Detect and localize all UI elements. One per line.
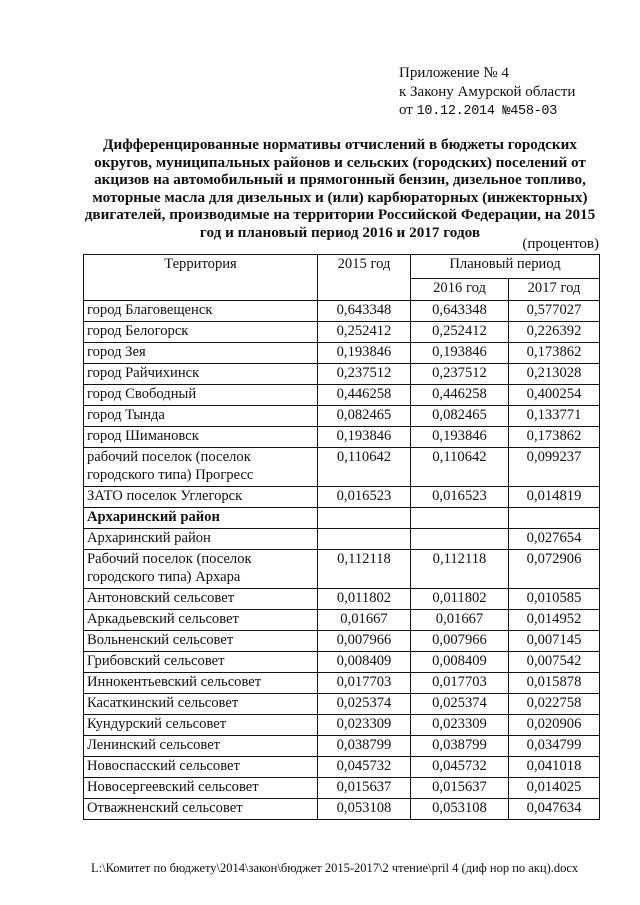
value-2016-cell: 0,110642: [411, 448, 509, 487]
value-2017-cell: 0,400254: [509, 385, 600, 406]
value-2015-cell: 0,015637: [318, 778, 411, 799]
value-2017-cell: 0,072906: [509, 550, 600, 589]
territory-cell: Кундурский сельсовет: [84, 715, 318, 736]
territory-cell: город Белогорск: [84, 322, 318, 343]
territory-cell: город Зея: [84, 343, 318, 364]
appendix-header: [399, 64, 575, 122]
value-2016-cell: 0,015637: [411, 778, 509, 799]
territory-cell: Вольненский сельсовет: [84, 631, 318, 652]
value-2016-cell: 0,082465: [411, 406, 509, 427]
territory-cell: Рабочий поселок (поселок городского типа) Архара: [84, 550, 318, 589]
value-2015-cell: [318, 508, 411, 529]
territory-cell: Новосергеевский сельсовет: [84, 778, 318, 799]
value-2017-cell: 0,173862: [509, 343, 600, 364]
table-row: [84, 673, 600, 694]
value-2017-cell: 0,577027: [509, 301, 600, 322]
value-2017-cell: 0,015878: [509, 673, 600, 694]
appendix-date-line: [399, 101, 575, 122]
value-2015-cell: 0,01667: [318, 610, 411, 631]
value-2016-cell: 0,007966: [411, 631, 509, 652]
header-2015: 2015 год: [318, 255, 411, 301]
table-body: [84, 301, 600, 820]
value-2017-cell: 0,007145: [509, 631, 600, 652]
value-2015-cell: 0,025374: [318, 694, 411, 715]
value-2015-cell: 0,643348: [318, 301, 411, 322]
table-row: [84, 757, 600, 778]
value-2017-cell: 0,014025: [509, 778, 600, 799]
appendix-law-reference: к Закону Амурской области: [399, 83, 576, 100]
value-2015-cell: 0,252412: [318, 322, 411, 343]
territory-cell: Отважненский сельсовет: [84, 799, 318, 820]
value-2016-cell: 0,193846: [411, 343, 509, 364]
value-2017-cell: 0,010585: [509, 589, 600, 610]
value-2015-cell: 0,038799: [318, 736, 411, 757]
value-2016-cell: 0,045732: [411, 757, 509, 778]
value-2015-cell: 0,053108: [318, 799, 411, 820]
value-2016-cell: 0,016523: [411, 487, 509, 508]
value-2017-cell: 0,014819: [509, 487, 600, 508]
units-label: (процентов): [522, 236, 599, 252]
value-2016-cell: 0,112118: [411, 550, 509, 589]
territory-cell: Новоспасский сельсовет: [84, 757, 318, 778]
table-row: [84, 301, 600, 322]
value-2015-cell: 0,016523: [318, 487, 411, 508]
value-2015-cell: 0,110642: [318, 448, 411, 487]
value-2016-cell: 0,446258: [411, 385, 509, 406]
table-row: [84, 799, 600, 820]
territory-cell: город Райчихинск: [84, 364, 318, 385]
table-row: [84, 715, 600, 736]
value-2016-cell: 0,023309: [411, 715, 509, 736]
value-2016-cell: 0,053108: [411, 799, 509, 820]
value-2016-cell: 0,025374: [411, 694, 509, 715]
value-2017-cell: [509, 508, 600, 529]
table-row: [84, 631, 600, 652]
value-2017-cell: 0,213028: [509, 364, 600, 385]
territory-cell: Грибовский сельсовет: [84, 652, 318, 673]
value-2017-cell: 0,173862: [509, 427, 600, 448]
value-2017-cell: 0,007542: [509, 652, 600, 673]
territory-cell: Иннокентьевский сельсовет: [84, 673, 318, 694]
value-2016-cell: 0,643348: [411, 301, 509, 322]
value-2016-cell: 0,017703: [411, 673, 509, 694]
value-2017-cell: 0,020906: [509, 715, 600, 736]
territory-cell: Архаринский район: [84, 529, 318, 550]
value-2016-cell: [411, 529, 509, 550]
territory-cell: рабочий поселок (поселок городского типа) Прогресс: [84, 448, 318, 487]
value-2017-cell: 0,014952: [509, 610, 600, 631]
header-planned-period: Плановый период: [411, 255, 600, 279]
territory-cell: Ленинский сельсовет: [84, 736, 318, 757]
value-2016-cell: 0,011802: [411, 589, 509, 610]
table-row: [84, 610, 600, 631]
table-row: [84, 427, 600, 448]
table-row: [84, 448, 600, 487]
table-row: [84, 322, 600, 343]
value-2017-cell: 0,133771: [509, 406, 600, 427]
header-territory: Территория: [84, 255, 318, 301]
table-row: [84, 364, 600, 385]
table-row: [84, 589, 600, 610]
table-row: [84, 550, 600, 589]
territory-cell: город Шимановск: [84, 427, 318, 448]
appendix-number: Приложение № 4: [399, 65, 509, 81]
territory-cell: Архаринский район: [84, 508, 318, 529]
table-row: [84, 694, 600, 715]
value-2015-cell: 0,017703: [318, 673, 411, 694]
table-row: [84, 487, 600, 508]
value-2016-cell: 0,038799: [411, 736, 509, 757]
value-2017-cell: 0,022758: [509, 694, 600, 715]
value-2015-cell: 0,011802: [318, 589, 411, 610]
table-row: [84, 529, 600, 550]
value-2017-cell: 0,034799: [509, 736, 600, 757]
table-row: [84, 652, 600, 673]
territory-cell: Касаткинский сельсовет: [84, 694, 318, 715]
table-row: [84, 406, 600, 427]
value-2016-cell: [411, 508, 509, 529]
appendix-date-prefix: от: [399, 102, 413, 118]
value-2017-cell: 0,047634: [509, 799, 600, 820]
value-2015-cell: 0,237512: [318, 364, 411, 385]
value-2017-cell: 0,099237: [509, 448, 600, 487]
table-row: [84, 736, 600, 757]
value-2016-cell: 0,193846: [411, 427, 509, 448]
territory-cell: город Свободный: [84, 385, 318, 406]
value-2015-cell: 0,007966: [318, 631, 411, 652]
normatives-table: [83, 254, 600, 820]
header-2016: 2016 год: [411, 279, 509, 301]
table-row: [84, 343, 600, 364]
value-2015-cell: 0,446258: [318, 385, 411, 406]
value-2017-cell: 0,041018: [509, 757, 600, 778]
value-2015-cell: 0,193846: [318, 343, 411, 364]
value-2015-cell: 0,112118: [318, 550, 411, 589]
table-row: [84, 778, 600, 799]
value-2016-cell: 0,237512: [411, 364, 509, 385]
file-path-footer: L:\Комитет по бюджету\2014\закон\бюджет 2015-2017\2 чтение\pril 4 (диф нор по акц).docx: [91, 861, 579, 875]
value-2015-cell: 0,045732: [318, 757, 411, 778]
territory-cell: ЗАТО поселок Углегорск: [84, 487, 318, 508]
appendix-date-stamp: 10.12.2014 №458-03: [416, 104, 558, 119]
territory-cell: Антоновский сельсовет: [84, 589, 318, 610]
territory-cell: город Благовещенск: [84, 301, 318, 322]
value-2016-cell: 0,252412: [411, 322, 509, 343]
value-2015-cell: [318, 529, 411, 550]
value-2017-cell: 0,226392: [509, 322, 600, 343]
value-2016-cell: 0,01667: [411, 610, 509, 631]
territory-cell: Аркадьевский сельсовет: [84, 610, 318, 631]
value-2015-cell: 0,193846: [318, 427, 411, 448]
value-2015-cell: 0,023309: [318, 715, 411, 736]
value-2017-cell: 0,027654: [509, 529, 600, 550]
value-2015-cell: 0,008409: [318, 652, 411, 673]
table-group-row: [84, 508, 600, 529]
territory-cell: город Тында: [84, 406, 318, 427]
header-2017: 2017 год: [509, 279, 600, 301]
document-title: Дифференцированные нормативы отчислений в бюджеты городских округов, муниципальных районов и сельских (городских) поселений от акцизов на автомобильный и прямогонный бензин, дизельное топливо, моторные масла для дизельных и (или) карбюраторных (инжекторных) двигателей, производимые на территории Российской Федерации, на 2015 год и плановый период 2016 и 2017 годов: [84, 136, 596, 241]
value-2016-cell: 0,008409: [411, 652, 509, 673]
table-row: [84, 385, 600, 406]
table-header-row: [84, 255, 600, 279]
value-2015-cell: 0,082465: [318, 406, 411, 427]
